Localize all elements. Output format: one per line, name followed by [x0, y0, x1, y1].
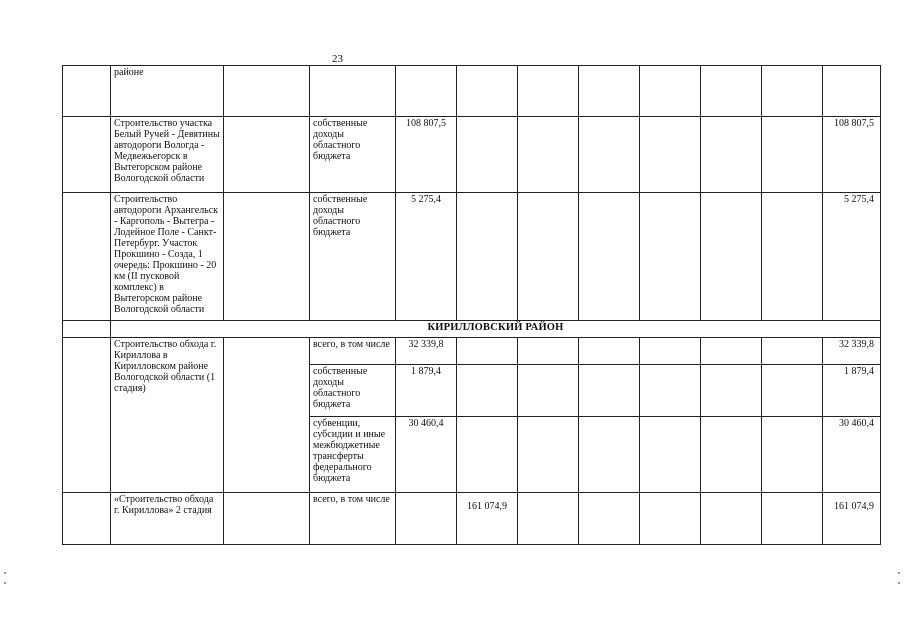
total-cell: 108 807,5 [823, 117, 881, 193]
object-cell: Строительство участка Белый Ручей - Девятины автодороги Вологда - Медвежьегорск в Вытегорском районе Вологодской области [111, 117, 224, 193]
budget-table [62, 65, 881, 545]
scan-mark-right [898, 582, 900, 584]
empty-cell [224, 493, 310, 545]
object-cell: Строительство автодороги Архангельск - Каргополь - Вытегра - Лодейное Поле - Санкт-Петербург. Участок Прокшино - Созда, 1 очередь: Прокшино - 20 км (II пусковой комплекс) в Вытегорском районе Вологодской области [111, 193, 224, 321]
scan-mark-right [898, 572, 900, 574]
table-row [63, 66, 881, 117]
source-cell [310, 66, 396, 117]
table-row [63, 193, 881, 321]
object-cell: Строительство обхода г. Кириллова в Кирилловском районе Вологодской области (1 стадия) [111, 338, 224, 493]
amount-cell: 108 807,5 [396, 117, 457, 193]
total-cell: 5 275,4 [823, 193, 881, 321]
row-number-cell [63, 338, 111, 493]
total-cell: 30 460,4 [823, 417, 881, 493]
page-number: 23 [332, 53, 343, 65]
amount-cell: 161 074,9 [457, 493, 518, 545]
total-cell: 161 074,9 [823, 493, 881, 545]
source-cell: собственные доходы областного бюджета [310, 193, 396, 321]
row-number-cell [63, 493, 111, 545]
empty-cell [224, 117, 310, 193]
amount-cell: 30 460,4 [396, 417, 457, 493]
object-cell: «Строительство обхода г. Кириллова» 2 стадия [111, 493, 224, 545]
source-cell: собственные доходы областного бюджета [310, 117, 396, 193]
section-title: КИРИЛЛОВСКИЙ РАЙОН [111, 321, 881, 338]
amount-cell: 1 879,4 [396, 365, 457, 417]
object-cell: районе [111, 66, 224, 117]
scan-mark-left [4, 572, 6, 574]
amount-cell: 5 275,4 [396, 193, 457, 321]
table-row [63, 338, 881, 365]
total-cell: 1 879,4 [823, 365, 881, 417]
row-number-cell [63, 117, 111, 193]
section-row [63, 321, 881, 338]
empty-cell [224, 338, 310, 493]
empty-cell [224, 193, 310, 321]
row-number-cell [63, 66, 111, 117]
row-number-cell [63, 321, 111, 338]
source-cell: собственные доходы областного бюджета [310, 365, 396, 417]
table-row [63, 117, 881, 193]
row-number-cell [63, 193, 111, 321]
empty-cell [224, 66, 310, 117]
scan-mark-left [4, 582, 6, 584]
source-cell: всего, в том числе [310, 493, 396, 545]
source-cell: субвенции, субсидии и иные межбюджетные трансферты федерального бюджета [310, 417, 396, 493]
total-cell: 32 339,8 [823, 338, 881, 365]
source-cell: всего, в том числе [310, 338, 396, 365]
amount-cell: 32 339,8 [396, 338, 457, 365]
table-row [63, 493, 881, 545]
